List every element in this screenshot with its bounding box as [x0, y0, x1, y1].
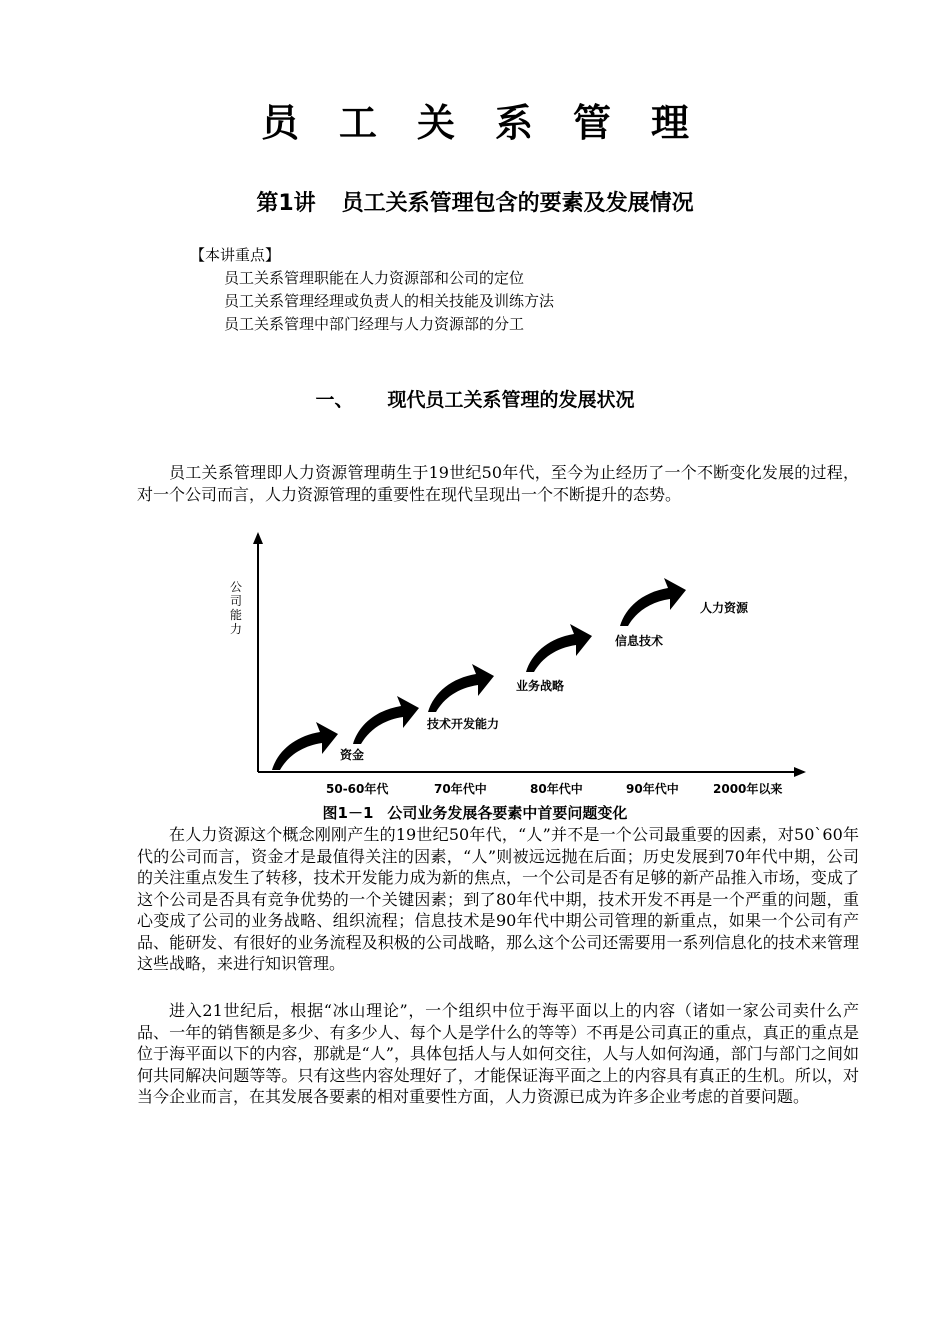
- stage-label: 资金: [340, 748, 365, 762]
- stage-arrow-4: [526, 624, 592, 672]
- x-tick-label: 80年代中: [530, 782, 583, 796]
- key-point-item: 员工关系管理经理或负责人的相关技能及训练方法: [224, 292, 555, 310]
- stage-label: 信息技术: [615, 634, 664, 648]
- x-tick-label: 50-60年代: [326, 782, 389, 796]
- y-axis-label: 公司能力: [229, 580, 242, 636]
- section-heading: [0, 386, 950, 414]
- figure-caption-number: 图1－1: [322, 804, 374, 822]
- stage-label: 业务战略: [516, 679, 565, 693]
- x-tick-label: 70年代中: [434, 782, 487, 796]
- stage-arrow-3: [428, 664, 494, 712]
- paragraph: 员工关系管理即人力资源管理萌生于19世纪50年代，至今为止经历了一个不断变化发展的过程，对一个公司而言，人力资源管理的重要性在现代呈现出一个不断提升的态势。: [137, 463, 859, 504]
- stage-label: 技术开发能力: [427, 717, 500, 731]
- key-points-block: [190, 244, 554, 336]
- lecture-title: 员工关系管理包含的要素及发展情况: [341, 191, 694, 216]
- stage-arrow-1: [272, 722, 338, 770]
- paragraph: 在人力资源这个概念刚刚产生的19世纪50年代，“人”并不是一个公司最重要的因素，对50`60年代的公司而言，资金才是最值得关注的因素，“人”则被远远抛在后面；历史发展到70年代中期，公司的关注重点发生了转移，技术开发能力成为新的焦点，一个公司是否有足够的新产品推入市场，变成了这个公司是否具有竞争优势的一个关键因素；到了80年代中期，技术开发不再是一个严重的问题，重心变成了公司的业务战略、组织流程；信息技术是90年代中期公司管理的新重点，如果一个公司有产品、能研发、有很好的业务流程及积极的公司战略，那么这个公司还需要用一系列信息化的技术来管理这些战略，来进行知识管理。: [137, 825, 859, 973]
- section-title: 现代员工关系管理的发展状况: [387, 389, 635, 411]
- x-tick-label: 90年代中: [626, 782, 679, 796]
- paragraph: 进入21世纪后，根据“冰山理论”，一个组织中位于海平面以上的内容（诸如一家公司卖什么产品、一年的销售额是多少、有多少人、每个人是学什么的等等）不再是公司真正的重点，真正的重点是位于海平面以下的内容，那就是“人”，具体包括人与人如何交往，人与人如何沟通，部门与部门之间如何共同解决问题等等。只有这些内容处理好了，才能保证海平面之上的内容具有真正的生机。所以，对当今企业而言，在其发展各要素的相对重要性方面，人力资源已成为许多企业考虑的首要问题。: [137, 1001, 859, 1106]
- document-title: 员工关系管理: [260, 101, 729, 145]
- figure-caption-text: 公司业务发展各要素中首要问题变化: [387, 804, 628, 822]
- evolution-figure: [210, 528, 820, 806]
- key-point-item: 员工关系管理职能在人力资源部和公司的定位: [224, 269, 525, 287]
- figure-graphic: [210, 528, 820, 806]
- lecture-heading: [0, 188, 950, 220]
- section-number: 一、: [315, 389, 354, 411]
- x-tick-label: 2000年以来: [713, 782, 783, 796]
- stage-label: 人力资源: [700, 601, 749, 615]
- key-points-header: 【本讲重点】: [190, 246, 281, 264]
- key-point-item: 员工关系管理中部门经理与人力资源部的分工: [224, 315, 525, 333]
- stage-arrows: [272, 578, 686, 770]
- lecture-number: 第1讲: [256, 191, 316, 216]
- stage-arrow-2: [353, 696, 419, 744]
- stage-arrow-5: [620, 578, 686, 626]
- figure-caption: [0, 802, 950, 824]
